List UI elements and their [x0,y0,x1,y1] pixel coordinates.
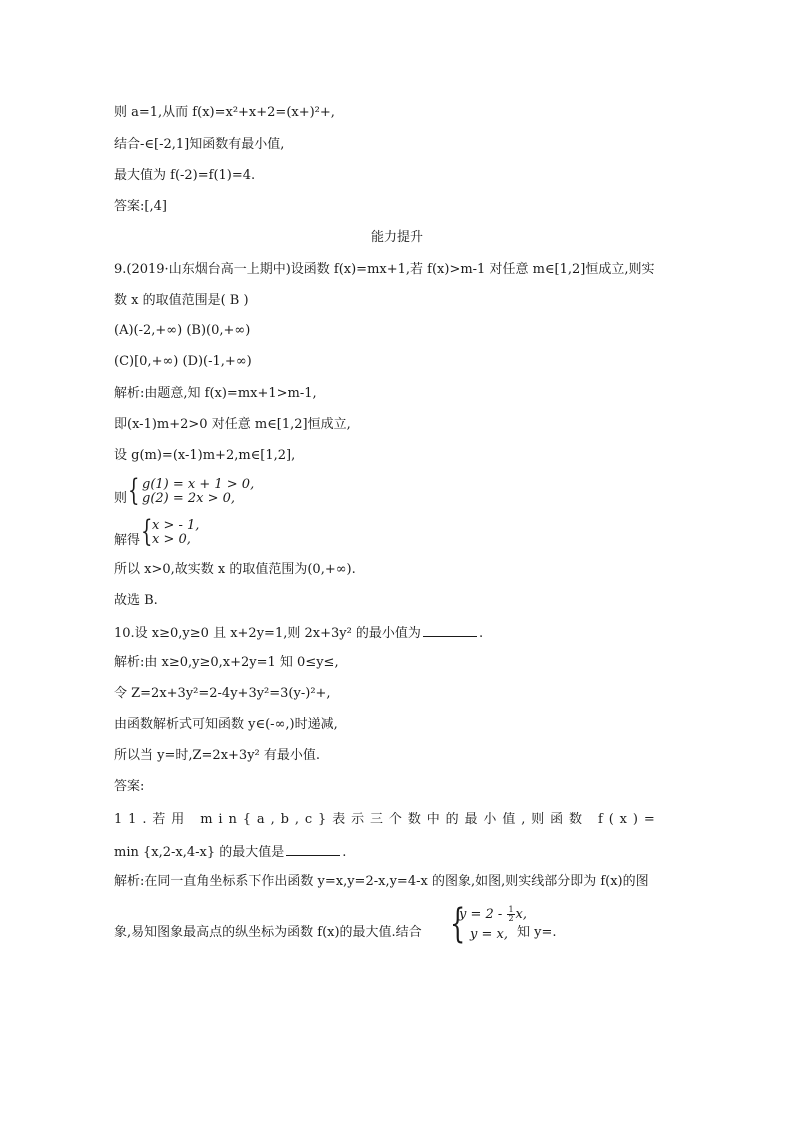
solution-line: 解析:由题意,知 f(x)=mx+1>m-1, [114,386,317,401]
question-text: min {x,2-x,4-x} 的最大值是 [114,845,285,860]
left-brace: { [141,514,153,549]
section-title: 能力提升 [370,230,423,245]
system-row: g(2) = 2x > 0, [142,491,236,506]
system-row: y = 2 - $\frac{1}{2}$ x, [459,905,527,923]
text-line: 答案:[,4] [114,199,167,214]
solution-line: 设 g(m)=(x-1)m+2,m∈[1,2], [114,448,296,463]
system-prefix: 则 [114,491,128,506]
text-line: 结合-∈[-2,1]知函数有最小值, [114,137,285,152]
text-line: 最大值为 f(-2)=f(1)=4. [114,168,256,183]
text-line: 则 a=1,从而 f(x)=x²+x+2=(x+)²+, [114,105,335,120]
solution-line: 象,易知图象最高点的纵坐标为函数 f(x)的最大值.结合 [114,925,422,940]
left-brace: { [128,473,140,508]
answer-blank [286,843,340,856]
equation-system [114,473,314,510]
question-11-line: 11.若用 min{a,b,c}表示三个数中的最小值,则函数 f(x)= [114,812,661,827]
solution-line: 令 Z=2x+3y²=2-4y+3y²=3(y-)²+, [114,686,331,701]
answer-blank [423,624,477,637]
system-row: x > - 1, [152,518,200,533]
equation-system [114,514,314,551]
system-row: g(1) = x + 1 > 0, [142,477,255,492]
question-10-line [114,624,483,642]
question-text: . [342,845,347,860]
solution-line: 故选 B. [114,593,158,608]
system-row: y = x, [470,927,508,942]
solution-line: 解析:在同一直角坐标系下作出函数 y=x,y=2-x,y=4-x 的图象,如图,则实线部分即为 f(x)的图 [114,874,649,889]
solution-line: 即(x-1)m+2>0 对任意 m∈[1,2]恒成立, [114,417,351,432]
question-text: . [478,626,484,641]
question-9-options: (A)(-2,+∞) (B)(0,+∞) [114,323,251,338]
question-9-line: 9.(2019·山东烟台高一上期中)设函数 f(x)=mx+1,若 f(x)>m-1 对任意 m∈[1,2]恒成立,则实 [114,262,655,277]
question-9-line: 数 x 的取值范围是( B ) [114,293,249,308]
solution-line: 解析:由 x≥0,y≥0,x+2y=1 知 0≤y≤, [114,655,339,670]
system-prefix: 解得 [114,533,141,548]
answer-line: 答案: [114,779,145,794]
solution-line: 由函数解析式可知函数 y∈(-∞,)时递减, [114,717,338,732]
system-row: x > 0, [152,532,191,547]
left-brace: { [450,901,466,947]
question-9-options: (C)[0,+∞) (D)(-1,+∞) [114,354,252,369]
question-text: 10.设 x≥0,y≥0 且 x+2y=1,则 2x+3y² 的最小值为 [114,626,421,641]
question-11-line [114,843,346,861]
solution-line: 所以 x>0,故实数 x 的取值范围为(0,+∞). [114,562,356,577]
solution-line: 知 y=. [517,925,557,940]
solution-line: 所以当 y=时,Z=2x+3y² 有最小值. [114,748,321,763]
fraction: $\frac{1}{2}$ [508,905,514,923]
